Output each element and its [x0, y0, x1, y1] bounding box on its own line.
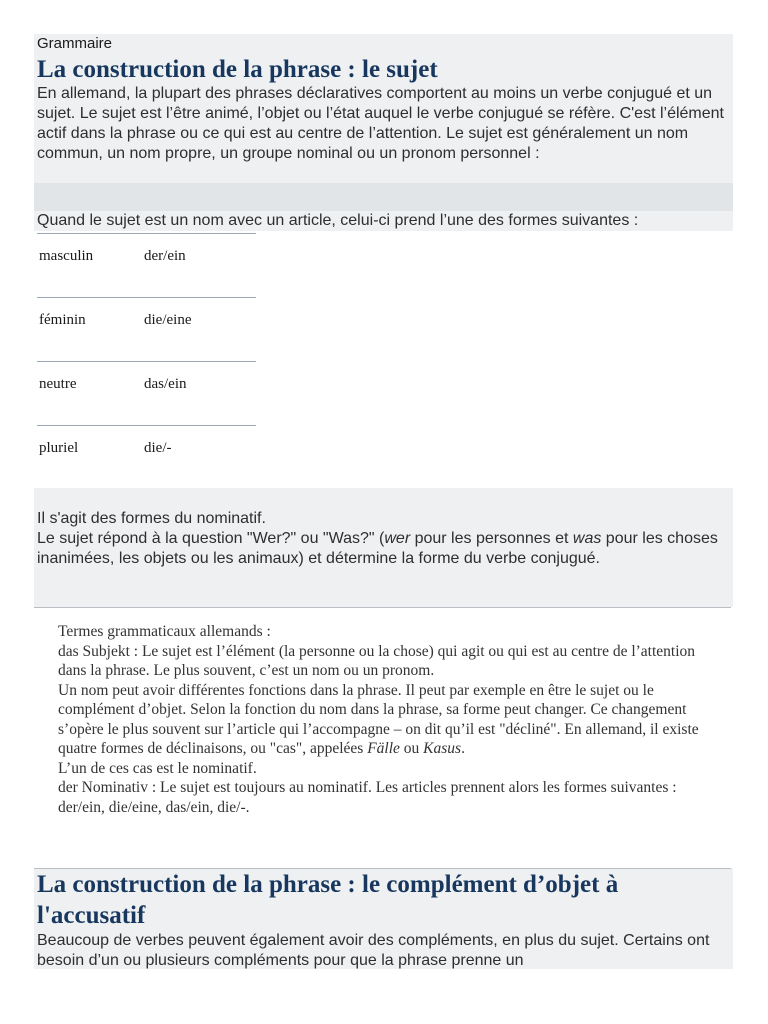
- article-cell: die/eine: [144, 312, 192, 328]
- text-span: Le sujet répond à la question "Wer?" ou "Was?" (: [37, 530, 385, 547]
- wer-was-line: [37, 529, 731, 569]
- text-span: .: [461, 740, 465, 757]
- subjekt-definition: das Subjekt : Le sujet est l’élément (la personne ou la chose) qui agit ou qui est au centre de l’attention dans la phrase. Le plus souvent, c’est un nom ou un pronom.: [58, 642, 699, 679]
- nominatif-line: Il s'agit des formes du nominatif.: [37, 510, 266, 527]
- article-cell: die/-: [144, 440, 172, 456]
- wer-emphasis: wer: [384, 530, 411, 547]
- table-row: [37, 233, 256, 297]
- text-span: Un nom peut avoir différentes fonctions dans la phrase. Il peut par exemple en être le sujet ou le complément d’objet. Selon la fonction du nom dans la phrase, sa forme peut changer. Ce changement s’opère le plus souvent sur l’article qui l’accompagne – on dit qu’il est "décliné". En allemand, il existe quatre formes de déclinaisons, ou "cas", appelées: [58, 681, 703, 757]
- divider: [34, 607, 731, 608]
- nominativ-definition: der Nominativ : Le sujet est toujours au nominatif. Les articles prennent alors les formes suivantes : der/ein, die/eine, das/ein, die/-.: [58, 779, 681, 816]
- section-title-accusatif: La construction de la phrase : le complément d’objet à l'accusatif: [37, 871, 619, 929]
- table-row: [37, 425, 256, 488]
- table-row: [37, 297, 256, 361]
- gender-cell: féminin: [39, 312, 86, 328]
- grammar-terms-box: [58, 622, 718, 817]
- text-span: ou: [399, 740, 424, 757]
- gender-cell: masculin: [39, 248, 94, 264]
- table-row: [37, 361, 256, 425]
- kasus-term: Kasus: [423, 740, 462, 757]
- declension-explanation: [58, 681, 718, 759]
- text-span: pour les choses inanimées, les objets ou les animaux) et détermine la forme du verbe conjugué.: [37, 530, 718, 567]
- article-forms-intro: Quand le sujet est un nom avec un article, celui-ci prend l’une des formes suivantes :: [37, 212, 639, 229]
- nominatif-case-line: L’un de ces cas est le nominatif.: [58, 759, 257, 777]
- article-cell: das/ein: [144, 376, 187, 392]
- faelle-term: Fälle: [367, 740, 400, 757]
- gender-cell: pluriel: [39, 440, 79, 456]
- terms-heading: Termes grammaticaux allemands :: [58, 623, 271, 640]
- category-label: Grammaire: [37, 35, 113, 52]
- article-cell: der/ein: [144, 248, 186, 264]
- intro-separator-band: [34, 183, 733, 211]
- text-span: pour les personnes et: [410, 530, 573, 547]
- intro-paragraph: En allemand, la plupart des phrases déclaratives comportent au moins un verbe conjugué et un sujet. Le sujet est l’être animé, l’objet ou l’état auquel le verbe conjugué se réfère. C'est l’élément actif dans la phrase ou ce qui est au centre de l’attention. Le sujet est généralement un nom commun, un nom propre, un groupe nominal ou un pronom personnel :: [37, 85, 724, 162]
- article-forms-table: [37, 233, 256, 488]
- nominatif-paragraph: [37, 509, 731, 569]
- accusatif-intro-paragraph: Beaucoup de verbes peuvent également avoir des compléments, en plus du sujet. Certains ont besoin d’un ou plusieurs compléments pour que la phrase prenne un: [37, 932, 710, 969]
- gender-cell: neutre: [39, 376, 77, 392]
- section-title-sujet: La construction de la phrase : le sujet: [37, 56, 438, 83]
- was-emphasis: was: [572, 530, 602, 547]
